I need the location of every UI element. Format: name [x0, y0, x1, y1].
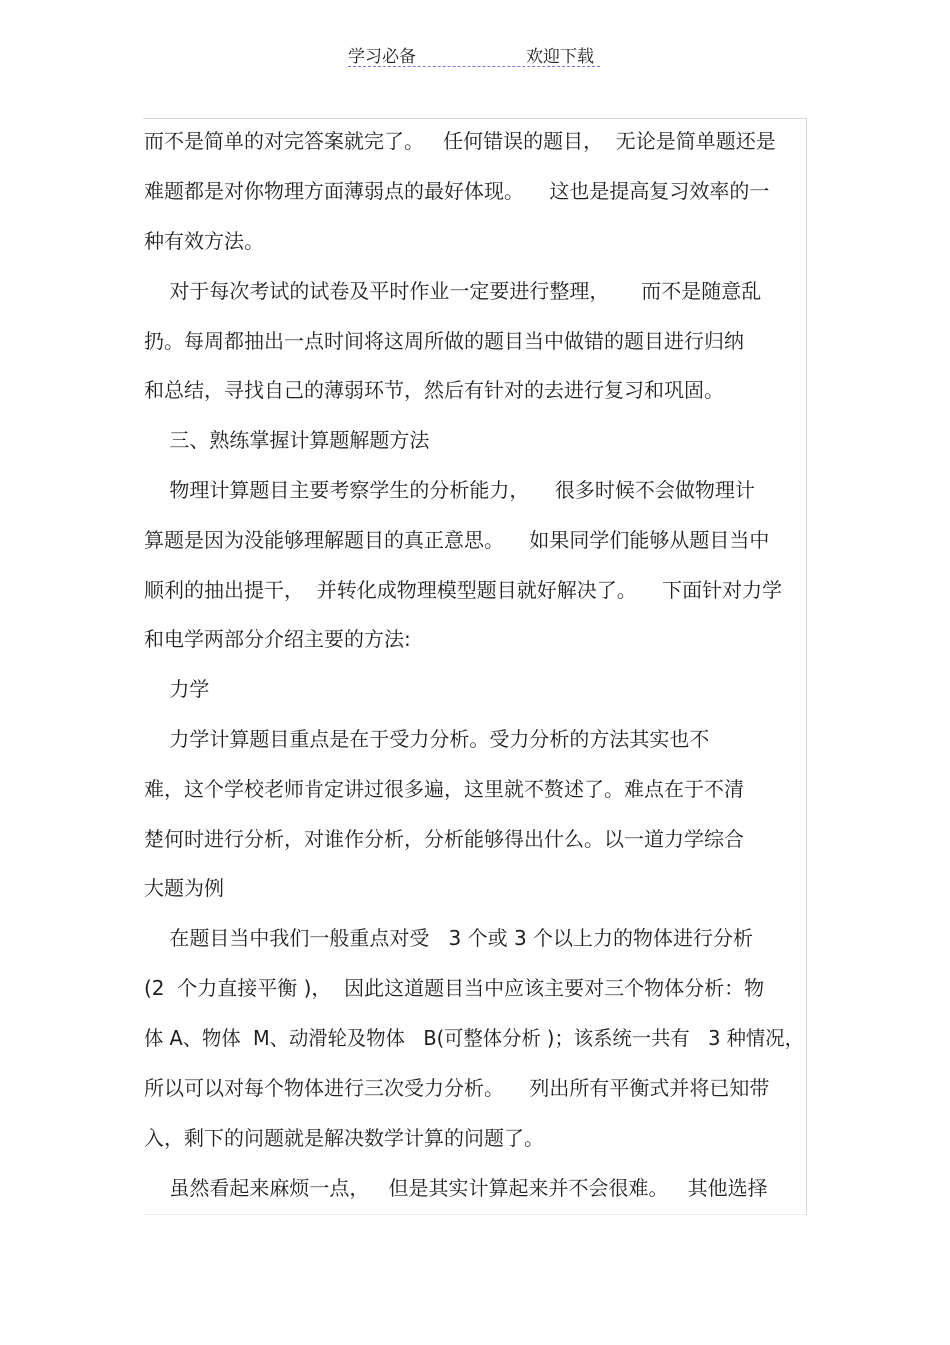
text-line: 而不是简单的对完答案就完了。 任何错误的题目， 无论是简单题还是 — [144, 129, 776, 153]
header-right-text: 欢迎下载 — [526, 47, 594, 67]
text-line: 虽然看起来麻烦一点， 但是其实计算起来并不会很难。 其他选择 — [144, 1176, 768, 1200]
section-heading: 三、熟练掌握计算题解题方法 — [144, 428, 430, 452]
text-line: 和总结，寻找自己的薄弱环节，然后有针对的去进行复习和巩固。 — [144, 378, 724, 402]
text-line: 种有效方法。 — [144, 229, 264, 253]
text-line: 楚何时进行分析，对谁作分析，分析能够得出什么。以一道力学综合 — [144, 827, 744, 851]
text-line: 扔。每周都抽出一点时间将这周所做的题目当中做错的题目进行归纳 — [144, 329, 744, 353]
text-line: 顺利的抽出提干， 并转化成物理模型题目就好解决了。 下面针对力学 — [144, 578, 783, 602]
text-line: 难，这个学校老师肯定讲过很多遍，这里就不赘述了。难点在于不清 — [144, 777, 744, 801]
text-line: 力学计算题目重点是在于受力分析。受力分析的方法其实也不 — [144, 727, 710, 751]
text-line: 入，剩下的问题就是解决数学计算的问题了。 — [144, 1126, 544, 1150]
text-line: 体 A、物体 M、动滑轮及物体 B(可整体分析 )；该系统一共有 3 种情况， — [144, 1026, 804, 1050]
subsection-heading: 力学 — [144, 677, 210, 701]
header-left-text: 学习必备 — [348, 47, 416, 67]
text-line: 所以可以对每个物体进行三次受力分析。 列出所有平衡式并将已知带 — [144, 1076, 770, 1100]
text-line: 难题都是对你物理方面薄弱点的最好体现。 这也是提高复习效率的一 — [144, 179, 770, 203]
text-line: 和电学两部分介绍主要的方法: — [144, 627, 411, 651]
text-line: (2 个力直接平衡 )， 因此这道题目当中应该主要对三个物体分析：物 — [144, 976, 765, 1000]
text-line: 对于每次考试的试卷及平时作业一定要进行整理， 而不是随意乱 — [144, 279, 762, 303]
text-line: 物理计算题目主要考察学生的分析能力， 很多时候不会做物理计 — [144, 478, 755, 502]
text-line: 大题为例 — [144, 876, 224, 900]
page-header — [348, 38, 600, 67]
text-line: 算题是因为没能够理解题目的真正意思。 如果同学们能够从题目当中 — [144, 528, 770, 552]
text-line: 在题目当中我们一般重点对受 3 个或 3 个以上力的物体进行分析 — [144, 926, 754, 950]
